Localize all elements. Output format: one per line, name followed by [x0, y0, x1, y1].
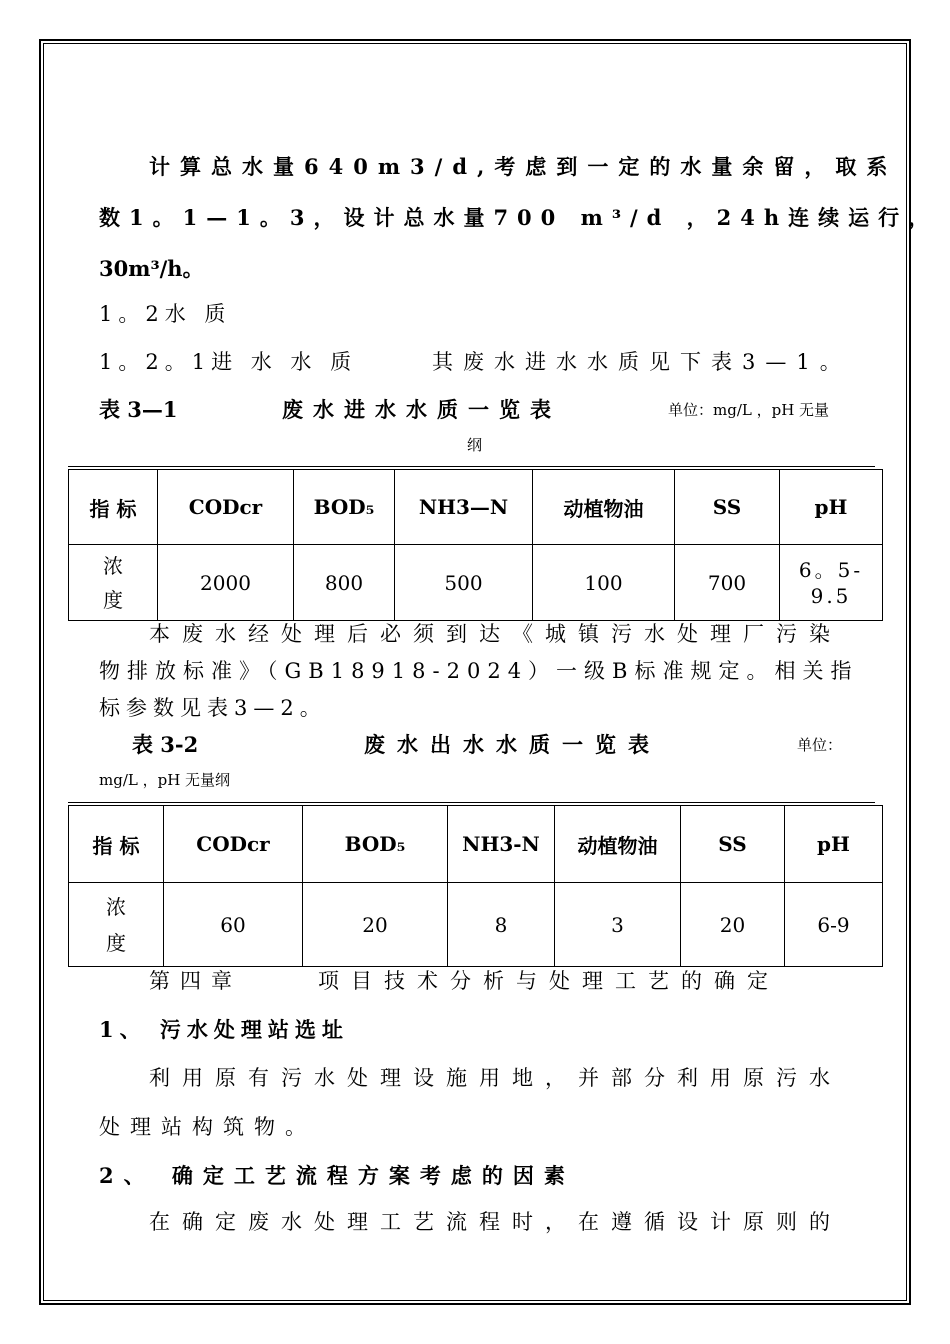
table1-title: 废水进水水质一览表	[282, 397, 561, 422]
table2-unit-cont: mg/L ，pH 无量纲	[99, 771, 231, 789]
table1-cell: 800	[294, 545, 395, 621]
chapter4-title: 项目技术分析与处理工艺的确定	[318, 969, 780, 993]
table1-cell: 6。5-9.5	[780, 545, 883, 621]
table1	[68, 469, 883, 621]
table2-header-cell: 动植物油	[555, 806, 681, 883]
table1-cell: 500	[395, 545, 533, 621]
table1-header-cell: CODcr	[158, 470, 294, 545]
table2-row-label: 浓度	[69, 883, 164, 967]
section1-line1: 利用原有污水处理设施用地，并部分利用原污水	[149, 1066, 842, 1090]
table1-label: 表 3—1	[99, 397, 178, 422]
para2-line2: 物排放标准》（GB18918-2024）一级B标准规定。相关指	[99, 659, 859, 683]
para1-line1: 计算总水量640m3/d,考虑到一定的水量余留，取系	[149, 154, 898, 179]
table2-cell: 6-9	[785, 883, 883, 967]
table1-top-rule	[68, 466, 875, 467]
section1-heading: 1、 污水处理站选址	[99, 1017, 349, 1042]
para2-line1: 本废水经处理后必须到达《城镇污水处理厂污染	[149, 622, 842, 646]
chapter4-number: 第四章	[149, 969, 242, 993]
table1-header-cell: BOD₅	[294, 470, 395, 545]
section-1-2-heading: 1。2水 质	[99, 302, 232, 326]
table1-header-cell: 指 标	[69, 470, 158, 545]
table2-top-rule	[68, 802, 875, 803]
table1-data-row	[69, 545, 883, 621]
table2-header-row	[69, 806, 883, 883]
section1-line2: 处理站构筑物。	[99, 1115, 316, 1139]
section-1-2-1-text: 其废水进水水质见下表3—1。	[432, 350, 851, 374]
para2-line3: 标参数见表3—2。	[99, 696, 327, 720]
table1-cell: 2000	[158, 545, 294, 621]
table2-cell: 60	[164, 883, 303, 967]
table2	[68, 805, 883, 967]
table1-header-row	[69, 470, 883, 545]
table1-header-cell: 动植物油	[533, 470, 675, 545]
table1-cell: 100	[533, 545, 675, 621]
table2-cell: 20	[681, 883, 785, 967]
table2-header-cell: SS	[681, 806, 785, 883]
table2-header-cell: pH	[785, 806, 883, 883]
table2-cell: 8	[448, 883, 555, 967]
table1-unit-cont: 纲	[467, 436, 483, 454]
table2-unit: 单位：	[797, 736, 843, 754]
table2-header-cell: BOD₅	[303, 806, 448, 883]
table2-data-row	[69, 883, 883, 967]
table2-header-cell: NH3-N	[448, 806, 555, 883]
table2-cell: 20	[303, 883, 448, 967]
para1-line2: 数1。1—1。3，设计总水量700 m³/d ，24h连续运行，	[99, 205, 939, 230]
table1-row-label: 浓度	[69, 545, 158, 621]
table1-header-cell: NH3—N	[395, 470, 533, 545]
table2-cell: 3	[555, 883, 681, 967]
section-1-2-1-heading: 1。2。1进 水 水 质	[99, 350, 358, 374]
table2-title: 废水出水水质一览表	[364, 732, 661, 757]
section2-heading: 2、 确定工艺流程方案考虑的因素	[99, 1163, 575, 1188]
table1-unit: 单位：mg/L ，pH 无量	[668, 401, 830, 419]
table2-header-cell: CODcr	[164, 806, 303, 883]
table2-label: 表 3-2	[132, 732, 199, 757]
para1-line3: 30m³/h。	[99, 256, 204, 281]
table1-header-cell: SS	[675, 470, 780, 545]
table1-header-cell: pH	[780, 470, 883, 545]
table1-cell: 700	[675, 545, 780, 621]
table2-header-cell: 指 标	[69, 806, 164, 883]
section2-line1: 在确定废水处理工艺流程时，在遵循设计原则的	[149, 1210, 842, 1234]
